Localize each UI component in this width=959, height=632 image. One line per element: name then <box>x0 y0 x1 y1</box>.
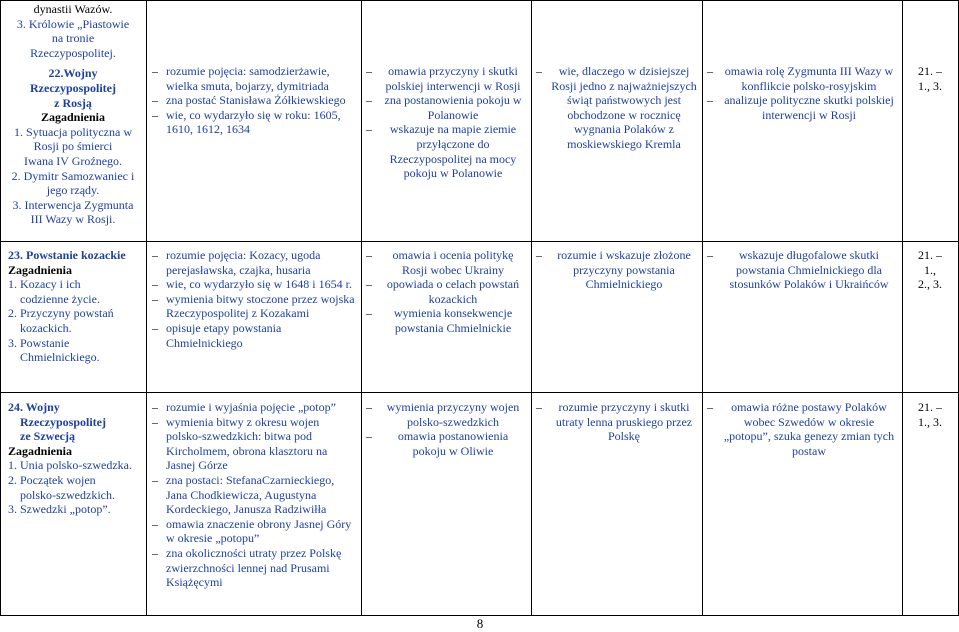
list-item: – wymienia konsekwencje powstania Chmielnickie <box>366 306 526 335</box>
topic-line: 1. Sytuacja polityczna w <box>14 124 132 139</box>
column-divider <box>702 0 703 616</box>
row-1-advanced-requirements <box>707 64 897 122</box>
topic-line: na tronie <box>51 31 95 46</box>
column-divider <box>531 0 532 616</box>
list-item: – wymienia bitwy stoczone przez wojska Rzeczypospolitej z Kozakami <box>152 292 356 321</box>
list-item: – zna postanowienia pokoju w Polanowie <box>366 93 526 122</box>
list-item: – rozumie i wskazuje złożone przyczyny powstania Chmielnickiego <box>536 248 698 292</box>
list-item: – omawia i ocenia politykę Rosji wobec Ukrainy <box>366 248 526 277</box>
column-divider <box>361 0 362 616</box>
reference-line: 1., 3. <box>918 414 942 429</box>
row-1-reference <box>904 64 956 93</box>
list-item: – wie, co wydarzyło się w 1648 i 1654 r. <box>152 277 356 292</box>
row-1-topic <box>2 2 144 227</box>
row-1-basic-requirements <box>152 64 356 137</box>
topic-line: Zagadnienia <box>40 110 106 125</box>
row-divider <box>0 0 959 1</box>
row-2-topic <box>8 248 144 365</box>
topic-line: codzienne życie. <box>20 291 100 306</box>
list-item: – zna postać Stanisława Żółkiewskiego <box>152 93 356 108</box>
list-item: – opowiada o celach powstań kozackich <box>366 277 526 306</box>
topic-line: 2. Przyczyny powstań <box>8 306 114 321</box>
topic-line: Rosji po śmierci <box>33 139 113 154</box>
topic-line: Zagadnienia <box>8 262 73 277</box>
row-1-extended-requirements <box>366 64 526 181</box>
topic-line: 2. Dymitr Samozwaniec i <box>11 168 135 183</box>
topic-line: 3. Powstanie <box>8 335 70 350</box>
reference-line: 2., 3. <box>918 277 942 292</box>
row-3-complementary-requirements <box>536 400 698 444</box>
topic-line: 3. Królowie „Piastowie <box>16 16 130 31</box>
row-2-reference <box>904 248 956 292</box>
list-item: – omawia postanowienia pokoju w Oliwie <box>366 429 526 458</box>
list-item: – omawia przyczyny i skutki polskiej interwencji w Rosji <box>366 64 526 93</box>
reference-line: 21. – <box>918 248 942 262</box>
list-item: – rozumie i wyjaśnia pojęcie „potop” <box>152 400 356 415</box>
list-item: – opisuje etapy powstania Chmielnickiego <box>152 321 356 350</box>
row-3-basic-requirements <box>152 400 356 590</box>
topic-line: 1. Unia polsko-szwedzka. <box>8 458 132 473</box>
row-3-advanced-requirements <box>707 400 897 458</box>
topic-line: 24. Wojny <box>8 400 60 414</box>
topic-line: dynastii Wazów. <box>33 2 113 16</box>
list-item: – wymienia bitwy z okresu wojen polsko-szwedzkich: bitwa pod Kircholmem, obrona klasztoru na Jasnej Górze <box>152 415 356 473</box>
topic-line: Rzeczypospolitej. <box>30 45 116 60</box>
list-item: – omawia rolę Zygmunta III Wazy w konflikcie polsko-rosyjskim <box>707 64 897 93</box>
topic-line: ze Szwecją <box>20 429 75 444</box>
list-item: – wie, co wydarzyło się w roku: 1605, 1610, 1612, 1634 <box>152 108 356 137</box>
page-number: 8 <box>476 616 484 631</box>
topic-line: 23. Powstanie kozackie <box>8 248 126 262</box>
topic-line: polsko-szwedzkich. <box>20 487 115 502</box>
topic-line: 3. Szwedzki „potop”. <box>8 502 111 517</box>
row-3-reference <box>904 400 956 429</box>
row-2-basic-requirements <box>152 248 356 350</box>
list-item: – wskazuje długofalowe skutki powstania Chmielnickiego dla stosunków Polaków i Ukraińców <box>707 248 897 292</box>
topic-line: kozackich. <box>20 320 72 335</box>
list-item: – zna postaci: StefanaCzarnieckiego, Jana Chodkiewicza, Augustyna Kordeckiego, Janusza Radziwiłła <box>152 473 356 517</box>
reference-line: 21. – <box>918 400 942 414</box>
topic-line: z Rosją <box>54 95 92 110</box>
list-item: – omawia znaczenie obrony Jasnej Góry w okresie „potopu” <box>152 517 356 546</box>
row-3-extended-requirements <box>366 400 526 458</box>
row-2-extended-requirements <box>366 248 526 336</box>
row-1-complementary-requirements <box>536 64 698 152</box>
list-item: – analizuje polityczne skutki polskiej interwencji w Rosji <box>707 93 897 122</box>
topic-line: Rzeczypospolitej <box>30 80 116 95</box>
row-2-advanced-requirements <box>707 248 897 292</box>
reference-line: 21. – <box>918 64 942 78</box>
list-item: – wskazuje na mapie ziemie przyłączone do Rzeczypospolitej na mocy pokoju w Polanowie <box>366 122 526 180</box>
row-divider <box>0 241 959 242</box>
topic-line: 3. Interwencja Zygmunta <box>12 197 134 212</box>
row-3-topic <box>8 400 144 517</box>
topic-line: 1. Kozacy i ich <box>8 277 81 292</box>
topic-line: 2. Początek wojen <box>8 472 96 487</box>
list-item: – rozumie pojęcia: Kozacy, ugoda perejasławska, czajka, husaria <box>152 248 356 277</box>
topic-line: Rzeczypospolitej <box>20 414 106 429</box>
topic-line: Chmielnickiego. <box>20 350 100 365</box>
topic-line: jego rządy. <box>46 183 100 198</box>
list-item: – wymienia przyczyny wojen polsko-szwedzkich <box>366 400 526 429</box>
list-item: – rozumie pojęcia: samodzierżawie, wielka smuta, bojarzy, dymitriada <box>152 64 356 93</box>
list-item: – rozumie przyczyny i skutki utraty lenna pruskiego przez Polskę <box>536 400 698 444</box>
row-2-complementary-requirements <box>536 248 698 292</box>
topic-line: III Wazy w Rosji. <box>30 212 116 227</box>
column-divider <box>902 0 903 616</box>
row-divider <box>0 392 959 393</box>
list-item: – omawia różne postawy Polaków wobec Szwedów w okresie „potopu”, szuka genezy zmian tych postaw <box>707 400 897 458</box>
column-divider <box>146 0 147 616</box>
reference-line: 1., <box>924 262 936 277</box>
topic-line: Iwana IV Groźnego. <box>23 153 123 168</box>
table-border <box>0 0 1 616</box>
topic-line: 22.Wojny <box>48 66 98 81</box>
list-item: – wie, dlaczego w dzisiejszej Rosji jedno z najważniejszych świąt państwowych jest obchodzone w rocznicę wygnania Polaków z moskiewskiego Kremla <box>536 64 698 152</box>
topic-line: Zagadnienia <box>8 443 73 458</box>
reference-line: 1., 3. <box>918 78 942 93</box>
list-item: – zna okoliczności utraty przez Polskę zwierzchności lennej nad Prusami Książęcymi <box>152 546 356 590</box>
